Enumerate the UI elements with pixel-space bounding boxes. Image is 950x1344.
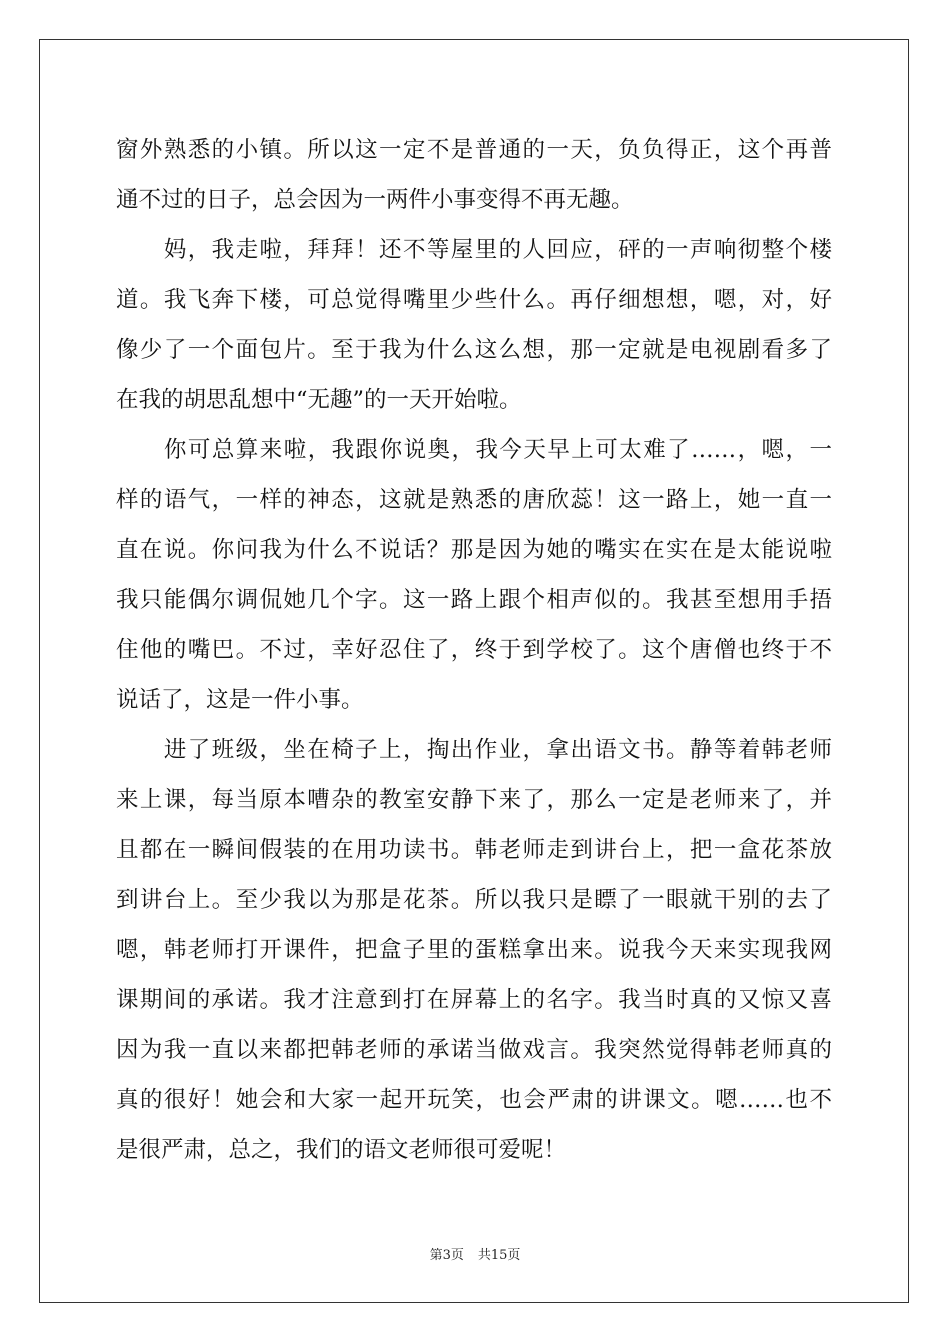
text-line: 直在说。你问我为什么不说话？那是因为她的嘴实在实在是太能说啦	[116, 537, 832, 563]
text-line: 真的很好！她会和大家一起开玩笑，也会严肃的讲课文。嗯……也不	[116, 1087, 832, 1113]
text-line: 到讲台上。至少我以为那是花茶。所以我只是瞟了一眼就干别的去了	[116, 887, 832, 913]
page-footer	[0, 1244, 950, 1263]
text-line: 嗯，韩老师打开课件，把盒子里的蛋糕拿出来。说我今天来实现我网	[116, 937, 832, 963]
text-line: 样的语气，一样的神态，这就是熟悉的唐欣蕊！这一路上，她一直一	[116, 487, 832, 513]
text-line: 课期间的承诺。我才注意到打在屏幕上的名字。我当时真的又惊又喜	[116, 987, 832, 1013]
text-line: 说话了，这是一件小事。	[116, 687, 364, 713]
text-line: 来上课，每当原本嘈杂的教室安静下来了，那么一定是老师来了，并	[116, 787, 832, 813]
text-line: 且都在一瞬间假装的在用功读书。韩老师走到讲台上，把一盒花茶放	[116, 837, 832, 863]
text-line: 因为我一直以来都把韩老师的承诺当做戏言。我突然觉得韩老师真的	[116, 1037, 832, 1063]
text-line: 窗外熟悉的小镇。所以这一定不是普通的一天，负负得正，这个再普	[116, 137, 832, 163]
text-line: 你可总算来啦，我跟你说奥，我今天早上可太难了……，嗯，一	[116, 437, 832, 463]
text-line: 我只能偶尔调侃她几个字。这一路上跟个相声似的。我甚至想用手捂	[116, 587, 832, 613]
text-line: 进了班级，坐在椅子上，掏出作业，拿出语文书。静等着韩老师	[116, 737, 832, 763]
text-line: 妈，我走啦，拜拜！还不等屋里的人回应，砰的一声响彻整个楼	[116, 237, 832, 263]
current-page-number: 第3页	[429, 1248, 464, 1263]
text-line: 在我的胡思乱想中“无趣”的一天开始啦。	[116, 387, 522, 413]
text-line: 通不过的日子，总会因为一两件小事变得不再无趣。	[116, 187, 634, 213]
total-page-count: 共15页	[477, 1248, 521, 1263]
text-line: 是很严肃，总之，我们的语文老师很可爱呢！	[116, 1137, 567, 1163]
text-line: 道。我飞奔下楼，可总觉得嘴里少些什么。再仔细想想，嗯，对，好	[116, 287, 832, 313]
text-line: 像少了一个面包片。至于我为什么这么想，那一定就是电视剧看多了	[116, 337, 832, 363]
text-line: 住他的嘴巴。不过，幸好忍住了，终于到学校了。这个唐僧也终于不	[116, 637, 832, 663]
